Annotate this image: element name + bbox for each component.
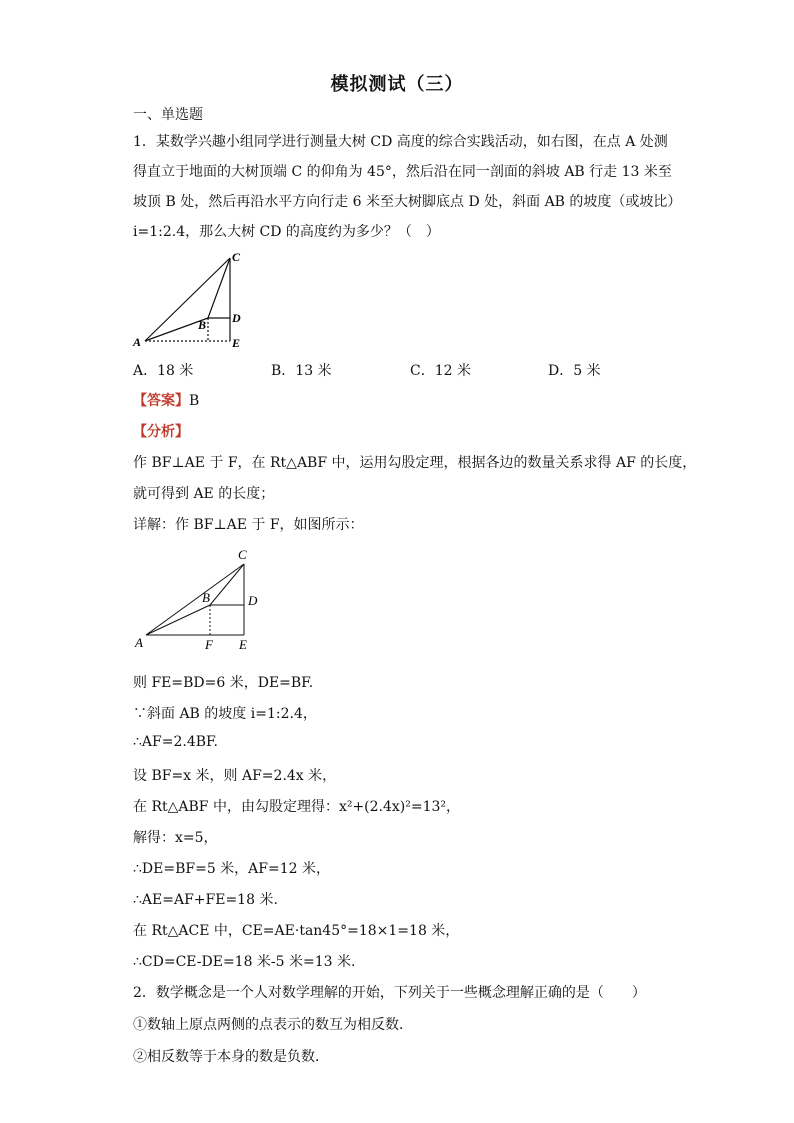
answer-value: B [189, 393, 200, 409]
q1-text-line-2: 得直立于地面的大树顶端 C 的仰角为 45°，然后沿在同一剖面的斜坡 AB 行走 13 米至 [133, 164, 672, 180]
segment-ac [145, 258, 230, 341]
section-heading: 一、单选题 [133, 107, 203, 123]
analysis-step-5: 在 Rt△ABF 中，由勾股定理得：x²+(2.4x)²=13²， [133, 799, 461, 815]
q1-text-line-4: i=1:2.4，那么大树 CD 的高度约为多少？（ ） [133, 224, 440, 240]
q1-text-line-3: 坡顶 B 处，然后再沿水平方向行走 6 米至大树脚底点 D 处，斜面 AB 的坡度（或坡比） [133, 194, 682, 210]
analysis-heading [133, 421, 189, 441]
analysis-tag: 【分析】 [133, 424, 189, 440]
analysis-step-2: ∵斜面 AB 的坡度 i=1:2.4， [133, 706, 317, 722]
q1-option-a: A．18 米 [133, 363, 194, 379]
fig2-label-e: E [239, 637, 247, 652]
q2-statement-1: ①数轴上原点两侧的点表示的数互为相反数． [133, 1017, 413, 1033]
q2-statement-2: ②相反数等于本身的数是负数． [133, 1049, 329, 1065]
analysis-step-8: ∴AE=AF+FE=18 米. [133, 892, 278, 908]
analysis-step-7: ∴DE=BF=5 米，AF=12 米， [133, 861, 330, 877]
q1-option-d: D．5 米 [548, 363, 601, 379]
q2-text-line-1: 2．数学概念是一个人对数学理解的开始，下列关于一些概念理解正确的是（ ） [133, 985, 646, 1001]
segment-ac [146, 564, 244, 635]
fig2-label-b: B [202, 590, 210, 605]
analysis-step-4: 设 BF=x 米，则 AF=2.4x 米， [133, 768, 337, 784]
analysis-line-2: 就可得到 AE 的长度； [133, 486, 275, 502]
page-title: 模拟测试（三） [330, 74, 464, 95]
analysis-step-3: ∴AF=2.4BF. [133, 734, 218, 750]
segment-bc [208, 258, 230, 318]
fig2-label-a: A [135, 635, 143, 650]
fig1-label-d: D [232, 311, 241, 325]
fig2-label-c: C [238, 547, 247, 562]
analysis-figure [130, 545, 270, 653]
q1-option-b: B．13 米 [271, 363, 332, 379]
q1-text-line-1: 1．某数学兴趣小组同学进行测量大树 CD 高度的综合实践活动，如右图，在点 A 处测 [133, 134, 668, 150]
analysis-step-10: ∴CD=CE-DE=18 米-5 米=13 米. [133, 954, 356, 970]
analysis-step-9: 在 Rt△ACE 中，CE=AE·tan45°=18×1=18 米， [133, 923, 460, 939]
analysis-step-6: 解得：x=5， [133, 830, 218, 846]
q1-option-c: C．12 米 [410, 363, 471, 379]
analysis-step-1: 则 FE=BD=6 米，DE=BF. [133, 675, 314, 691]
analysis-line-1: 作 BF⊥AE 于 F，在 Rt△ABF 中，运用勾股定理，根据各边的数量关系求得 AF 的长度， [133, 455, 697, 471]
q1-figure [130, 248, 260, 353]
answer-line [133, 390, 199, 410]
fig1-label-e: E [232, 336, 241, 350]
answer-tag: 【答案】 [133, 393, 189, 409]
segment-ab [146, 605, 210, 635]
fig1-label-a: A [133, 335, 142, 349]
fig1-label-c: C [232, 250, 241, 264]
fig1-label-b: B [198, 318, 207, 332]
analysis-line-3: 详解：作 BF⊥AE 于 F，如图所示： [133, 517, 364, 533]
fig2-label-f: F [205, 637, 213, 652]
fig2-label-d: D [248, 593, 258, 608]
